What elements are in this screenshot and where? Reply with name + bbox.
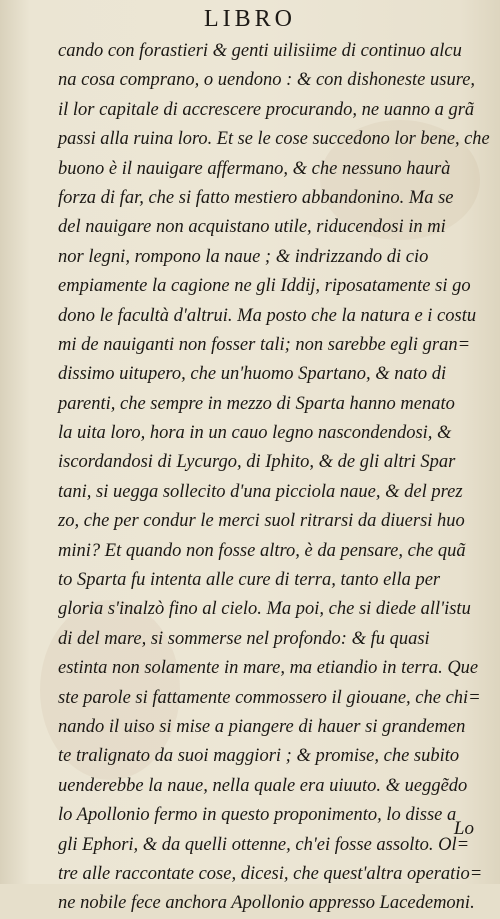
body-text: [58, 37, 490, 919]
text-line: iscordandosi di Lycurgo, di Iphito, & de gli altri Spar: [58, 452, 456, 473]
text-line: lo Apollonio fermo in questo proponimento, lo disse a: [58, 805, 457, 826]
text-line: mi de nauiganti non fosser tali; non sarebbe egli gran=: [58, 334, 471, 355]
text-line: di del mare, si sommerse nel profondo: & fu quasi: [58, 628, 430, 649]
text-line: mini? Et quando non fosse altro, è da pensare, che quã: [58, 540, 466, 561]
catchword: Lo: [453, 818, 474, 839]
text-line: buono è il nauigare affermano, & che nessuno haurà: [58, 158, 451, 179]
text-line: la uita loro, hora in un cauo legno nascondendosi, &: [58, 423, 452, 444]
text-line: il lor capitale di accrescere procurando, ne uanno a grã: [58, 99, 475, 120]
text-line: dono le facultà d'altrui. Ma posto che la natura e i costu: [58, 305, 477, 326]
text-line: empiamente la cagione ne gli Iddij, riposatamente si go: [58, 276, 471, 297]
text-line: zo, che per condur le merci suol ritrarsi da diuersi huo: [58, 511, 465, 532]
text-line: uenderebbe la naue, nella quale era uiuuto. & ueggẽdo: [58, 775, 468, 796]
text-line: dissimo uitupero, che un'huomo Spartano, & nato di: [58, 364, 447, 385]
text-line: forza di far, che si fatto mestiero abbandonino. Ma se: [58, 187, 454, 208]
text-line: na cosa comprano, o uendono : & con dishoneste usure,: [58, 70, 476, 91]
text-line: estinta non solamente in mare, ma etiandio in terra. Que: [58, 658, 479, 679]
text-line: gli Ephori, & da quelli ottenne, ch'ei fosse assolto. Ol=: [58, 834, 470, 855]
text-line: ste parole si fattamente commossero il giouane, che chi=: [58, 687, 481, 708]
text-line: cando con forastieri & genti uilisiime di continuo alcu: [58, 41, 462, 61]
text-line: nando il uiso si mise a piangere di hauer si grandemen: [58, 716, 466, 737]
text-line: parenti, che sempre in mezzo di Sparta hanno menato: [58, 393, 455, 414]
text-line: gloria s'inalzò fino al cielo. Ma poi, che si diede all'istu: [58, 599, 471, 620]
text-line: nor legni, rompono la naue ; & indrizzando di cio: [58, 246, 429, 267]
text-line: tre alle raccontate cose, dicesi, che quest'altra operatio=: [58, 863, 483, 884]
text-line: tani, si uegga sollecito d'una picciola naue, & del prez: [58, 481, 463, 502]
text-line: passi alla ruina loro. Et se le cose succedono lor bene, che: [58, 129, 490, 150]
running-head: LIBRO: [204, 6, 296, 32]
text-line: to Sparta fu intenta alle cure di terra, tanto ella per: [58, 570, 441, 591]
text-line: del nauigare non acquistano utile, riducendosi in mi: [58, 217, 446, 238]
text-line: ne nobile fece anchora Apollonio appresso Lacedemoni.: [58, 893, 475, 914]
text-line: te tralignato da suoi maggiori ; & promise, che subito: [58, 746, 460, 767]
